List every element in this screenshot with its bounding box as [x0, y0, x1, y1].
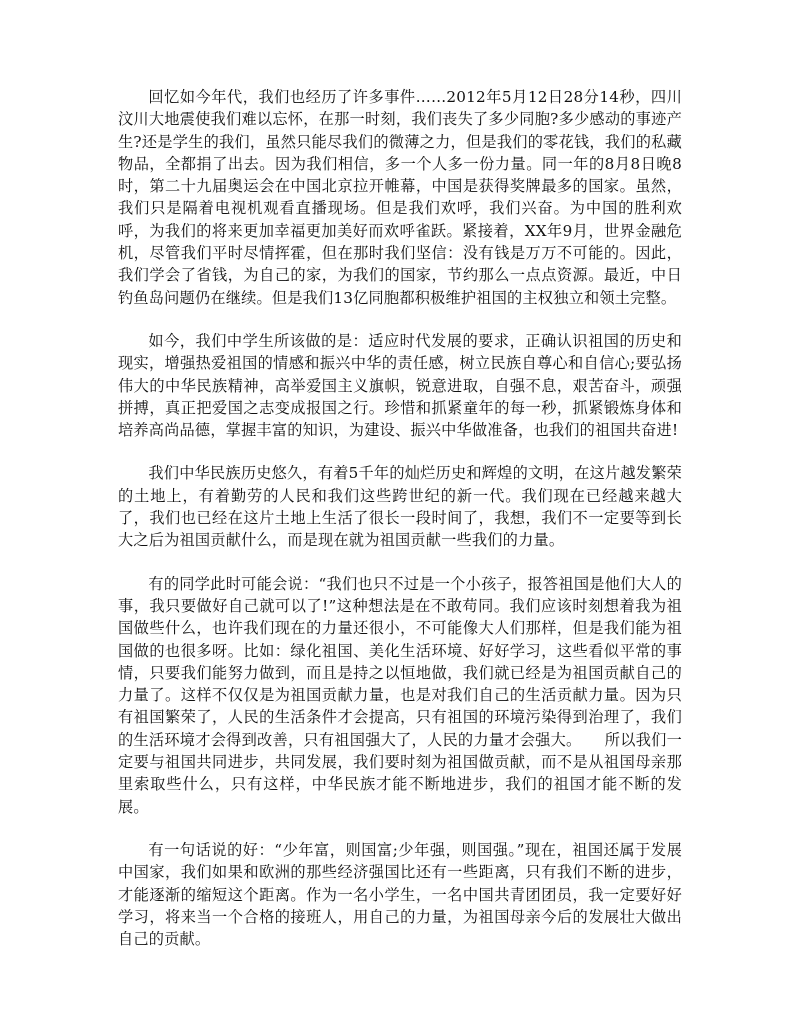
paragraph-memories: 回忆如今年代，我们也经历了许多事件……2012年5月12日28分14秒，四川汶川大地震使我们难以忘怀，在那一时刻，我们丧失了多少同胞?多少感动的事迹产生?还是学生的我们，虽然只能尽我们的微薄之力，但是我们的零花钱，我们的私藏物品，全都捐了出去。因为我们相信，多一个人多一份力量。同一年的8月8日晚8时，第二十九届奥运会在中国北京拉开帷幕，中国是获得奖牌最多的国家。虽然，我们只是隔着电视机观看直播现场。但是我们欢呼，我们兴奋。为中国的胜利欢呼，为我们的将来更加幸福更加美好而欢呼雀跃。紧接着，XX年9月，世界金融危机，尽管我们平时尽情挥霍，但在那时我们坚信：没有钱是万万不可能的。因此，我们学会了省钱，为自己的家，为我们的国家，节约那么一点点资源。最近，中日钓鱼岛问题仍在继续。但是我们13亿同胞都积极维护祖国的主权独立和领土完整。	[118, 88, 682, 307]
paragraph-youth-strong: 有一句话说的好：“少年富，则国富;少年强，则国强。”现在，祖国还属于发展中国家，我们如果和欧洲的那些经济强国比还有一些距离，只有我们不断的进步，才能逐渐的缩短这个距离。作为一名小学生，一名中国共青团团员，我一定要好好学习，将来当一个合格的接班人，用自己的力量，为祖国母亲今后的发展壮大做出自己的贡献。	[118, 840, 682, 949]
paragraph-students-duty: 如今，我们中学生所该做的是：适应时代发展的要求，正确认识祖国的历史和现实，增强热爱祖国的情感和振兴中华的责任感，树立民族自尊心和自信心;要弘扬伟大的中华民族精神，高举爱国主义旗帜，锐意进取，自强不息，艰苦奋斗，顽强拼搏，真正把爱国之志变成报国之行。珍惜和抓紧童年的每一秒，抓紧锻炼身体和培养高尚品德，掌握丰富的知识，为建设、振兴中华做准备，也我们的祖国共奋进!	[118, 331, 682, 440]
paragraph-chinese-history: 我们中华民族历史悠久，有着5千年的灿烂历史和辉煌的文明，在这片越发繁荣的土地上，有着勤劳的人民和我们这些跨世纪的新一代。我们现在已经越来越大了，我们也已经在这片土地上生活了很长一段时间了，我想，我们不一定要等到长大之后为祖国贡献什么，而是现在就为祖国贡献一些我们的力量。	[118, 464, 682, 550]
paragraph-contribution: 有的同学此时可能会说：“我们也只不过是一个小孩子，报答祖国是他们大人的事，我只要做好自己就可以了!”这种想法是在不敢苟同。我们应该时刻想着我为祖国做些什么，也许我们现在的力量还很小，不可能像大人们那样，但是我们能为祖国做的也很多呀。比如：绿化祖国、美化生活环境、好好学习，这些看似平常的事情，只要我们能努力做到，而且是持之以恒地做，我们就已经是为祖国贡献自己的力量了。这样不仅仅是为祖国贡献力量，也是对我们自己的生活贡献力量。因为只有祖国繁荣了，人民的生活条件才会提高，只有祖国的环境污染得到治理了，我们的生活环境才会得到改善，只有祖国强大了，人民的力量才会强大。 所以我们一定要与祖国共同进步，共同发展，我们要时刻为祖国做贡献，而不是从祖国母亲那里索取些什么，只有这样，中华民族才能不断地进步，我们的祖国才能不断的发展。	[118, 574, 682, 816]
